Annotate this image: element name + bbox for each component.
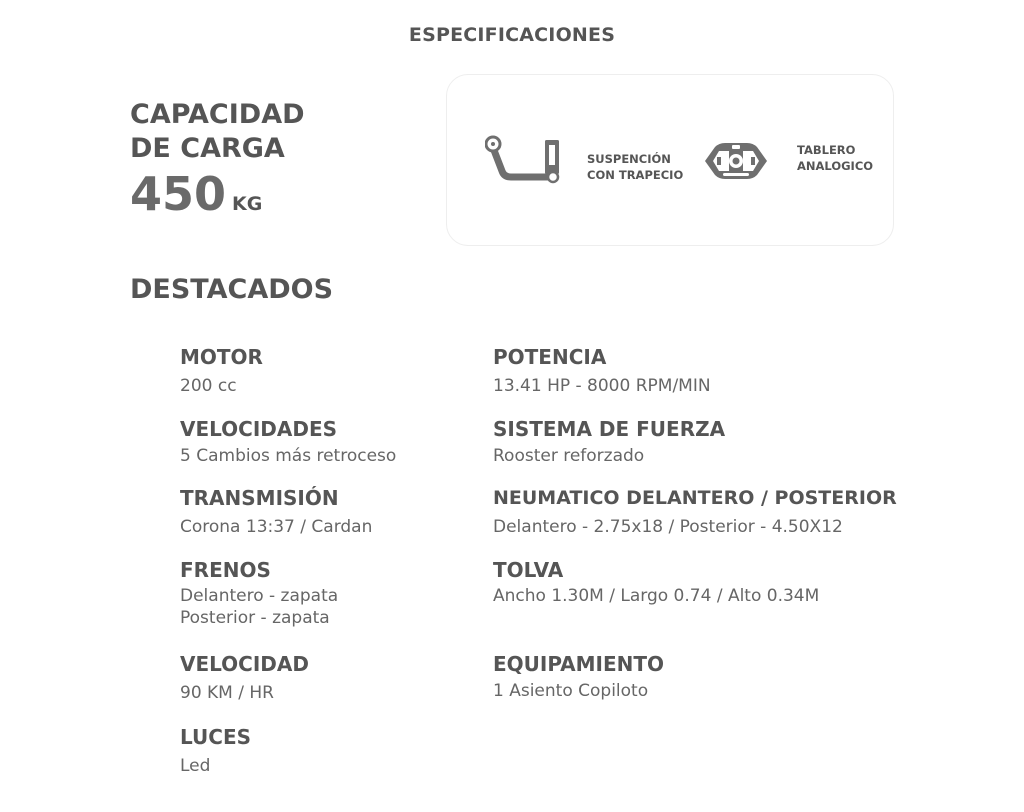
- capacity-unit: KG: [232, 193, 263, 215]
- capacity-label-line2: DE CARGA: [130, 133, 285, 164]
- spec-item: [180, 486, 372, 538]
- spec-value: Corona 13:37 / Cardan: [180, 517, 373, 537]
- spec-label: SISTEMA DE FUERZA: [493, 417, 726, 441]
- spec-label: FRENOS: [180, 558, 271, 582]
- spec-item: [180, 558, 338, 629]
- spec-item: [180, 652, 309, 704]
- spec-item: [493, 417, 725, 467]
- spec-value: 90 KM / HR: [180, 683, 274, 703]
- spec-value: 5 Cambios más retroceso: [180, 446, 397, 466]
- spec-value: 200 cc: [180, 376, 237, 396]
- section-title: ESPECIFICACIONES: [408, 24, 616, 46]
- capacity-value: 450: [130, 167, 227, 221]
- spec-value: 1 Asiento Copiloto: [493, 681, 649, 701]
- spec-item: [493, 558, 819, 607]
- spec-value: Delantero - zapata Posterior - zapata: [180, 586, 339, 628]
- spec-label: LUCES: [180, 725, 252, 749]
- spec-value: Ancho 1.30M / Largo 0.74 / Alto 0.34M: [493, 586, 820, 606]
- spec-value: Led: [180, 756, 211, 776]
- spec-label: NEUMATICO DELANTERO / POSTERIOR: [493, 487, 897, 509]
- spec-label: EQUIPAMIENTO: [493, 652, 665, 676]
- spec-item: [493, 345, 711, 397]
- spec-value: Delantero - 2.75x18 / Posterior - 4.50X12: [493, 517, 843, 537]
- spec-label: VELOCIDADES: [180, 417, 338, 441]
- spec-label: POTENCIA: [493, 345, 607, 369]
- load-capacity: [130, 98, 305, 231]
- spec-value: Rooster reforzado: [493, 446, 645, 466]
- spec-item: [493, 486, 897, 538]
- spec-label: TOLVA: [493, 558, 564, 582]
- spec-label: TRANSMISIÓN: [180, 486, 339, 510]
- capacity-value-row: [130, 168, 305, 231]
- spec-item: [180, 417, 396, 467]
- highlights-title: DESTACADOS: [130, 274, 334, 305]
- spec-item: [180, 345, 263, 397]
- suspension-trapeze-icon: [485, 133, 565, 189]
- spec-item: [493, 652, 664, 702]
- spec-label: VELOCIDAD: [180, 652, 309, 676]
- spec-label: MOTOR: [180, 345, 263, 369]
- analog-dashboard-icon: [701, 141, 771, 185]
- spec-item: [180, 725, 251, 777]
- features-card: [446, 74, 894, 246]
- feature-label: TABLERO ANALOGICO: [797, 143, 874, 173]
- spec-value: 13.41 HP - 8000 RPM/MIN: [493, 376, 711, 396]
- feature-label: SUSPENCIÓN CON TRAPECIO: [587, 152, 684, 182]
- capacity-label-line1: CAPACIDAD: [130, 99, 305, 130]
